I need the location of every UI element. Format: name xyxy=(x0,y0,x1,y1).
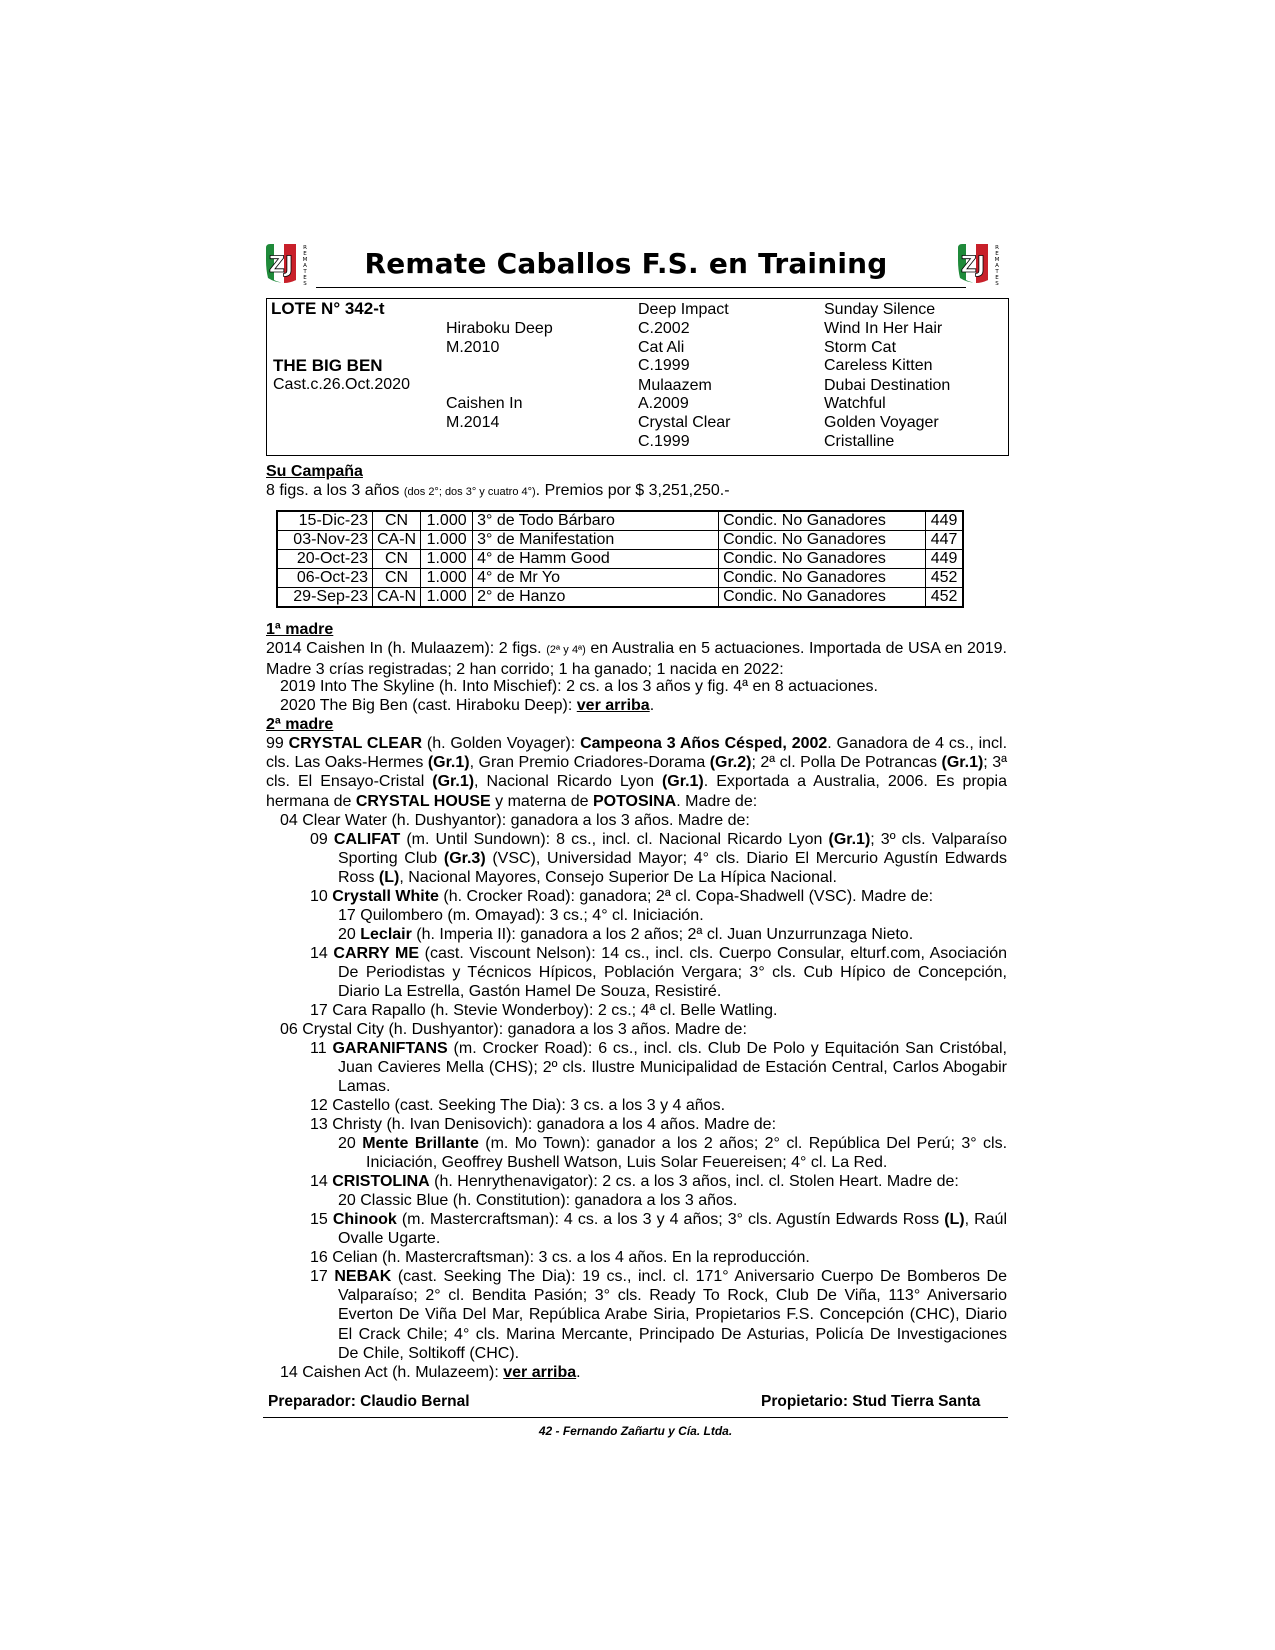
gen2-line: A.2009 xyxy=(638,395,689,412)
svg-text:M: M xyxy=(302,257,308,263)
svg-text:M: M xyxy=(994,257,1000,263)
svg-text:A: A xyxy=(995,263,999,269)
text-run: y materna de xyxy=(490,792,593,810)
offspring-caishen-act: 14 Caishen Act (h. Mulazeem): ver arriba. xyxy=(280,1364,581,1381)
gen3-line: Watchful xyxy=(824,395,886,412)
race-race-cell: Condic. No Ganadores xyxy=(719,511,926,531)
race-race-cell: Condic. No Ganadores xyxy=(719,588,926,608)
text-run: 20 xyxy=(338,1135,363,1152)
svg-text:E: E xyxy=(995,275,999,281)
bold-text: Campeona 3 Años Césped, 2002 xyxy=(580,735,828,752)
text-run: 09 xyxy=(310,831,334,848)
svg-text:E: E xyxy=(303,251,307,257)
text-run: 14 xyxy=(310,945,334,962)
text-run: , Nacional Ricardo Lyon xyxy=(474,773,662,791)
campaign-heading: Su Campaña xyxy=(266,463,363,480)
gen2-line: C.2002 xyxy=(638,320,690,337)
gen3-line: Sunday Silence xyxy=(824,301,936,318)
race-weight-cell: 449 xyxy=(926,511,964,531)
svg-text:T: T xyxy=(303,269,307,275)
offspring-castello: 12 Castello (cast. Seeking The Dia): 3 cs. a los 3 y 4 años. xyxy=(310,1097,726,1114)
bold-text: NEBAK xyxy=(334,1268,392,1285)
gen2-line: Cat Ali xyxy=(638,339,685,356)
svg-text:E: E xyxy=(303,275,307,281)
svg-text:S: S xyxy=(995,281,999,286)
svg-text:R: R xyxy=(995,245,999,251)
text-run: (VSC), Universidad Mayor; 4° cls. Diario El Mercurio Agustín Edwards Ross xyxy=(338,850,1007,887)
offspring-crystall-white xyxy=(310,887,933,906)
svg-text:ZJ: ZJ xyxy=(960,253,986,278)
first-dam-heading: 1ª madre xyxy=(266,621,334,638)
race-row xyxy=(277,569,963,588)
race-row xyxy=(277,550,963,569)
race-distance-cell: 1.000 xyxy=(421,511,473,531)
bold-text: CARRY ME xyxy=(333,945,420,962)
first-dam-paragraph: 2014 Caishen In (h. Mulaazem): 2 figs. (2ª y 4ª) en Australia en 5 actuaciones. Importada de USA en 2019. Madre 3 crías registradas; 2 han corrido; 1 ha ganado; 1 nacida en 2022: xyxy=(266,640,1007,679)
race-track-cell: CA-N xyxy=(373,588,421,608)
trainer-label: Preparador: Claudio Bernal xyxy=(268,1393,470,1410)
offspring-garaniftans xyxy=(310,1039,1007,1097)
text-run: 10 xyxy=(310,888,333,905)
sire-info: M.2010 xyxy=(446,339,500,356)
gen2-line: C.1999 xyxy=(638,357,690,374)
race-result-cell: 4° de Mr Yo xyxy=(473,569,719,588)
bold-text: (Gr.2) xyxy=(709,754,752,772)
owner-label: Propietario: Stud Tierra Santa xyxy=(761,1393,981,1410)
gen2-line: Deep Impact xyxy=(638,301,729,318)
svg-text:R: R xyxy=(303,245,307,251)
race-result-cell: 2° de Hanzo xyxy=(473,588,719,608)
text-run: (cast. Seeking The Dia): 19 cs., incl. cl. 171° Aniversario Cuerpo De Bomberos De Valparaíso; 2° cl. Bendita Pasión; 3° cls. Ready To Rock, Club De Viña, 113° Aniversario Everton De Viña Del Mar, República Arabe Siria, Propietarios F.S. Concepción (CHC), Diario El Crack Chile; 4° cls. Marina Mercante, Principado De Asturias, Policía De Investigaciones De Chile, Soltikoff (CHC). xyxy=(338,1268,1007,1362)
zj-remates-logo-right xyxy=(954,240,1004,286)
text-run: ; 3º cls. Valparaíso Sporting Club xyxy=(338,831,1008,868)
see-above-link[interactable]: ver arriba xyxy=(503,1364,577,1381)
bold-text: Mente Brillante xyxy=(362,1135,479,1152)
offspring-christy: 13 Christy (h. Ivan Denisovich): ganadora a los 4 años. Madre de: xyxy=(310,1116,777,1133)
header-divider xyxy=(316,287,966,288)
race-weight-cell: 452 xyxy=(926,588,964,608)
svg-text:T: T xyxy=(995,269,999,275)
race-track-cell: CN xyxy=(373,550,421,569)
race-result-cell: 3° de Manifestation xyxy=(473,531,719,550)
text-run: (m. Mo Town): ganador a los 2 años; 2° cl. República Del Perú; 3° cls. Iniciación, Geoffrey Bushell Watson, Luis Solar Feuereisen; 4° cl. La Red. xyxy=(366,1135,1008,1172)
race-date-cell: 06-Oct-23 xyxy=(277,569,373,588)
text-run: 17 xyxy=(310,1268,335,1285)
race-race-cell: Condic. No Ganadores xyxy=(719,569,926,588)
gen3-line: Wind In Her Hair xyxy=(824,320,943,337)
race-distance-cell: 1.000 xyxy=(421,569,473,588)
text-run: ; 3ª cls. El Ensayo-Cristal xyxy=(266,754,1008,791)
offspring-into-the-skyline: 2019 Into The Skyline (h. Into Mischief): 2 cs. a los 3 años y fig. 4ª en 8 actuaciones. xyxy=(280,678,878,695)
sire-name: Hiraboku Deep xyxy=(446,320,553,337)
race-result-cell: 3° de Todo Bárbaro xyxy=(473,511,719,531)
horse-name: THE BIG BEN xyxy=(273,356,383,375)
race-track-cell: CN xyxy=(373,569,421,588)
svg-text:A: A xyxy=(303,263,307,269)
text-run: . Madre de: xyxy=(676,792,758,810)
text-run: (m. Crocker Road): 6 cs., incl. cls. Club De Polo y Equitación San Cristóbal, Juan Cavieres Mella (CHS); 2º cls. Ilustre Municipalidad de Estación Central, Carlos Abogabir Lamas. xyxy=(338,1040,1007,1096)
text-run: 14 xyxy=(310,1173,333,1190)
race-date-cell: 29-Sep-23 xyxy=(277,588,373,608)
bold-text: (Gr.1) xyxy=(941,754,984,772)
text-run: ; 2ª cl. Polla De Potrancas xyxy=(751,754,942,772)
footer-divider xyxy=(263,1417,1008,1418)
bold-text: CALIFAT xyxy=(333,831,401,848)
bold-text: (Gr.1) xyxy=(432,773,475,791)
second-dam-paragraph xyxy=(266,734,1007,811)
pedigree-box xyxy=(266,298,1009,456)
svg-text:S: S xyxy=(303,281,307,286)
bold-text: CRYSTAL HOUSE xyxy=(355,792,491,810)
svg-text:ZJ: ZJ xyxy=(268,253,294,278)
race-distance-cell: 1.000 xyxy=(421,588,473,608)
bold-text: CRISTOLINA xyxy=(332,1173,430,1190)
offspring-the-big-ben: 2020 The Big Ben (cast. Hiraboku Deep): ver arriba. xyxy=(280,697,655,714)
gen3-line: Careless Kitten xyxy=(824,357,933,374)
gen3-line: Golden Voyager xyxy=(824,414,939,431)
text-run: (h. Imperia II): ganadora a los 2 años; 2ª cl. Juan Unzurrunzaga Nieto. xyxy=(411,926,914,943)
offspring-clear-water: 04 Clear Water (h. Dushyantor): ganadora a los 3 años. Madre de: xyxy=(280,812,750,829)
bold-text: (L) xyxy=(378,869,400,887)
race-weight-cell: 452 xyxy=(926,569,964,588)
race-weight-cell: 449 xyxy=(926,550,964,569)
race-race-cell: Condic. No Ganadores xyxy=(719,531,926,550)
offspring-califat xyxy=(310,830,1007,888)
see-above-link[interactable]: ver arriba xyxy=(576,697,650,714)
bold-text: (Gr.3) xyxy=(443,850,486,868)
text-run: , Nacional Mayores, Consejo Superior De La Hípica Nacional. xyxy=(399,869,837,887)
race-table xyxy=(276,510,964,608)
gen2-line: C.1999 xyxy=(638,433,690,450)
bold-text: (Gr.1) xyxy=(427,754,470,772)
offspring-nebak xyxy=(310,1267,1007,1363)
svg-text:E: E xyxy=(995,251,999,257)
text-run: 20 xyxy=(338,926,361,943)
race-row xyxy=(277,511,963,531)
horse-description: Cast.c.26.Oct.2020 xyxy=(273,376,410,393)
text-run: (h. Henrythenavigator): 2 cs. a los 3 años, incl. cl. Stolen Heart. Madre de: xyxy=(429,1173,959,1190)
bold-text: (Gr.1) xyxy=(661,773,704,791)
dam-info: M.2014 xyxy=(446,414,500,431)
gen3-line: Dubai Destination xyxy=(824,377,951,394)
text-run: (m. Until Sundown): 8 cs., incl. cl. Nacional Ricardo Lyon xyxy=(400,831,829,848)
race-date-cell: 20-Oct-23 xyxy=(277,550,373,569)
text-run: , Gran Premio Criadores-Dorama xyxy=(469,754,710,772)
second-dam-heading: 2ª madre xyxy=(266,716,334,733)
race-date-cell: 15-Dic-23 xyxy=(277,511,373,531)
bold-text: (L) xyxy=(944,1211,965,1228)
bold-text: Leclair xyxy=(360,926,412,943)
text-run: . Ganadora de 4 cs., incl. cls. Las Oaks-Hermes xyxy=(266,735,1008,772)
zj-remates-logo-left xyxy=(262,240,312,286)
offspring-cara-rapallo: 17 Cara Rapallo (h. Stevie Wonderboy): 2 cs.; 4ª cl. Belle Watling. xyxy=(310,1002,778,1019)
offspring-cristolina xyxy=(310,1172,959,1191)
text-run: (h. Crocker Road): ganadora; 2ª cl. Copa-Shadwell (VSC). Madre de: xyxy=(438,888,934,905)
race-distance-cell: 1.000 xyxy=(421,531,473,550)
bold-text: GARANIFTANS xyxy=(332,1040,448,1057)
race-race-cell: Condic. No Ganadores xyxy=(719,550,926,569)
offspring-carry-me xyxy=(310,944,1007,1002)
dam-name: Caishen In xyxy=(446,395,523,412)
offspring-classic-blue: 20 Classic Blue (h. Constitution): ganadora a los 3 años. xyxy=(338,1192,738,1209)
text-run: (cast. Viscount Nelson): 14 cs., incl. cls. Cuerpo Consular, elturf.com, Asociación De Periodistas y Técnicos Hípicos, Población Vergara; 3° cls. Cub Hípico de Concepción, Diario La Estrella, Gastón Hamel De Souza, Resistiré. xyxy=(338,945,1007,1001)
offspring-mente-brillante xyxy=(338,1134,1007,1172)
bold-text: Chinook xyxy=(332,1211,397,1228)
offspring-chinook xyxy=(310,1210,1007,1248)
text-run: , Raúl Ovalle Ugarte. xyxy=(338,1211,1007,1248)
race-track-cell: CN xyxy=(373,511,421,531)
race-track-cell: CA-N xyxy=(373,531,421,550)
text-run: 15 xyxy=(310,1211,333,1228)
race-row xyxy=(277,531,963,550)
text-run: 99 xyxy=(266,735,289,752)
gen3-line: Cristalline xyxy=(824,433,895,450)
race-result-cell: 4° de Hamm Good xyxy=(473,550,719,569)
bold-text: POTOSINA xyxy=(592,792,677,810)
offspring-celian: 16 Celian (h. Mastercraftsman): 3 cs. a los 4 años. En la reproducción. xyxy=(310,1249,810,1266)
gen3-line: Storm Cat xyxy=(824,339,897,356)
bold-text: (Gr.1) xyxy=(828,831,871,848)
page-title: Remate Caballos F.S. en Training xyxy=(364,247,888,280)
campaign-summary: 8 figs. a los 3 años (dos 2°; dos 3° y cuatro 4°). Premios por $ 3,251,250.- xyxy=(266,482,730,499)
text-run: . Exportada a Australia, 2006. Es propia hermana de xyxy=(266,773,1008,810)
race-weight-cell: 447 xyxy=(926,531,964,550)
text-run: (m. Mastercraftsman): 4 cs. a los 3 y 4 años; 3° cls. Agustín Edwards Ross xyxy=(396,1211,945,1228)
offspring-leclair xyxy=(338,925,913,944)
offspring-crystal-city: 06 Crystal City (h. Dushyantor): ganadora a los 3 años. Madre de: xyxy=(280,1021,747,1038)
text-run: (h. Golden Voyager): xyxy=(422,735,581,752)
race-distance-cell: 1.000 xyxy=(421,550,473,569)
race-row xyxy=(277,588,963,608)
lot-number: LOTE N° 342-t xyxy=(271,299,385,318)
gen2-line: Crystal Clear xyxy=(638,414,731,431)
bold-text: CRYSTAL CLEAR xyxy=(288,735,423,752)
race-date-cell: 03-Nov-23 xyxy=(277,531,373,550)
bold-text: Crystall White xyxy=(332,888,439,905)
text-run: 11 xyxy=(310,1040,333,1057)
gen2-line: Mulaazem xyxy=(638,377,712,394)
offspring-quilombero: 17 Quilombero (m. Omayad): 3 cs.; 4° cl. Iniciación. xyxy=(338,907,704,924)
page-footer: 42 - Fernando Zañartu y Cía. Ltda. xyxy=(538,1424,733,1438)
